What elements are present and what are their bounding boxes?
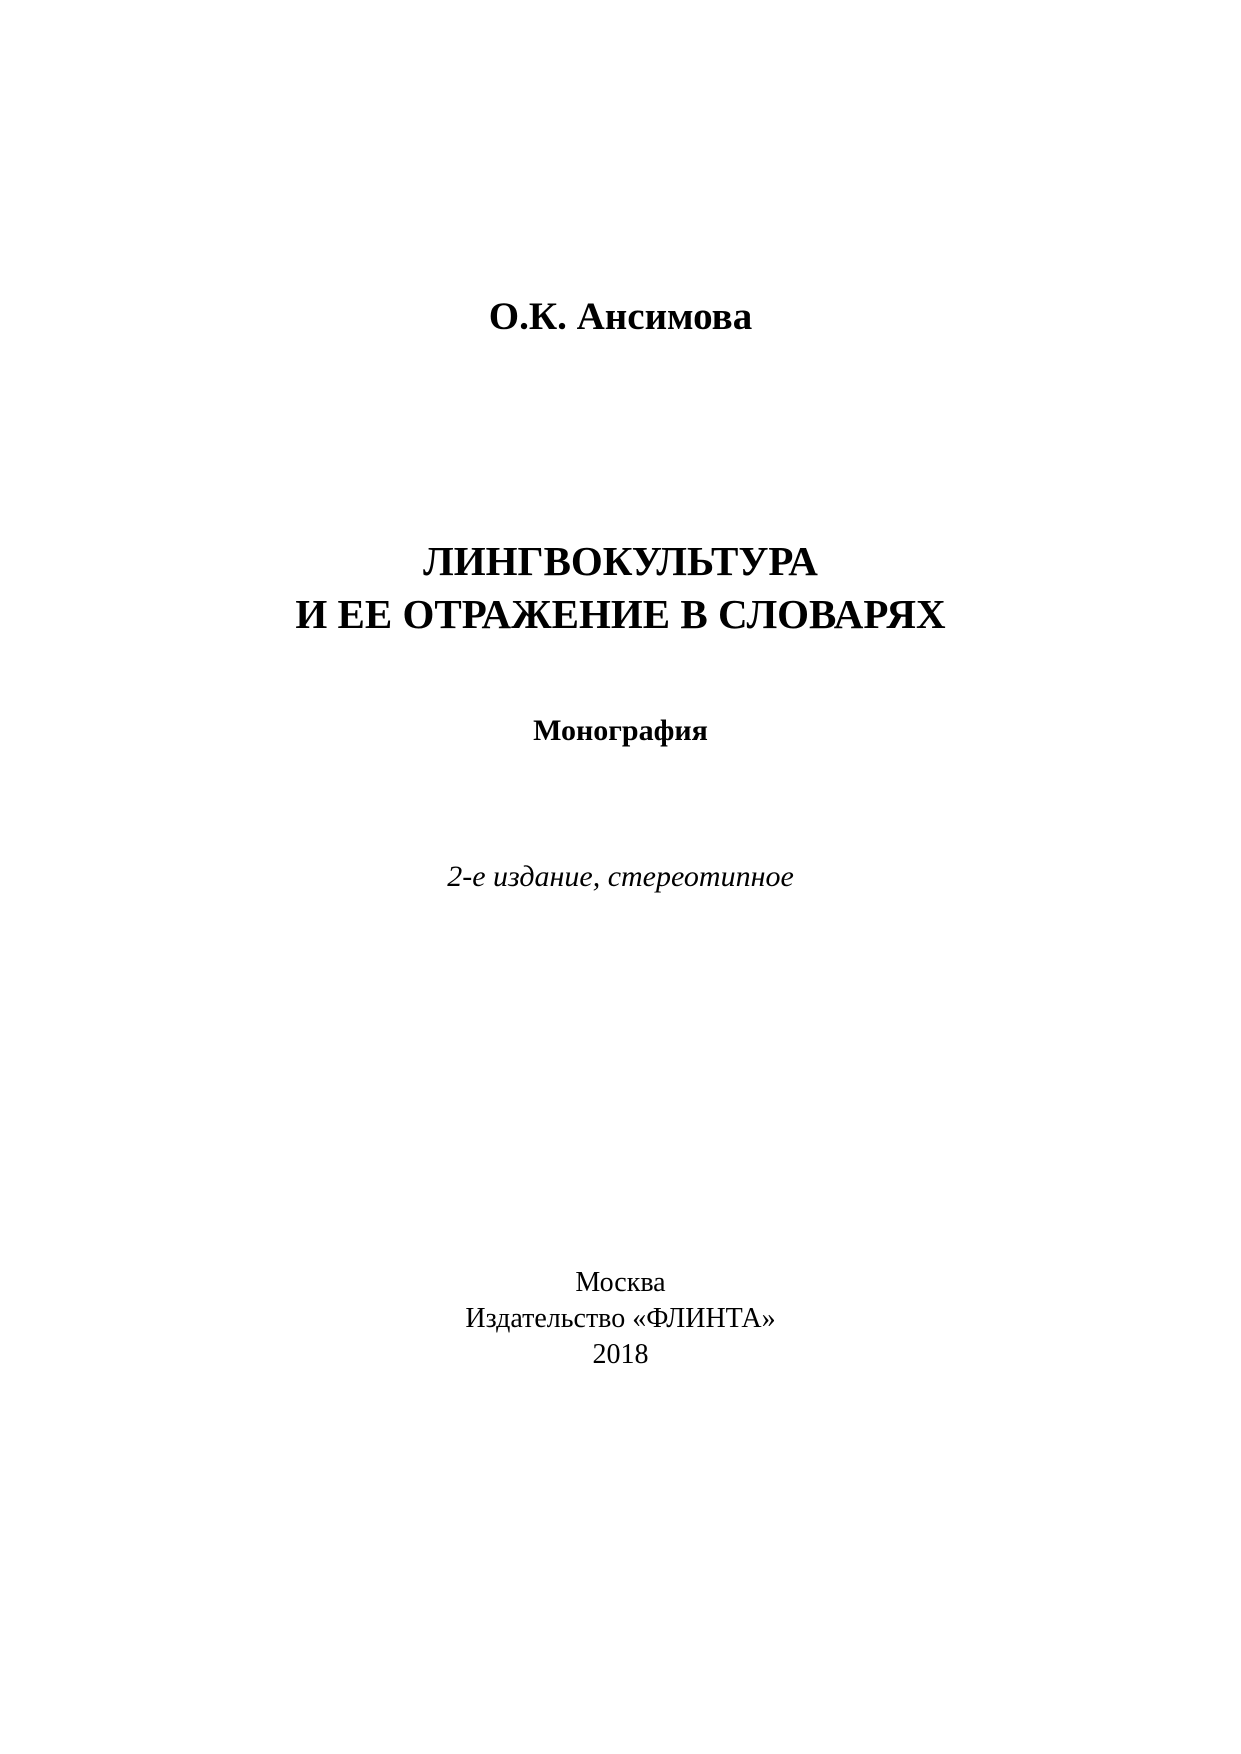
author-name: О.К. Ансимова	[488, 295, 753, 338]
edition-note: 2-е издание, стереотипное	[447, 860, 794, 893]
publication-city: Москва	[575, 1267, 666, 1298]
genre-label: Монография	[533, 714, 708, 747]
book-title-line-1: ЛИНГВОКУЛЬТУРА	[423, 538, 818, 584]
book-title-line-2: И ЕЕ ОТРАЖЕНИЕ В СЛОВАРЯХ	[295, 591, 946, 637]
publisher-name: Издательство «ФЛИНТА»	[465, 1303, 776, 1334]
publication-year: 2018	[592, 1339, 649, 1370]
